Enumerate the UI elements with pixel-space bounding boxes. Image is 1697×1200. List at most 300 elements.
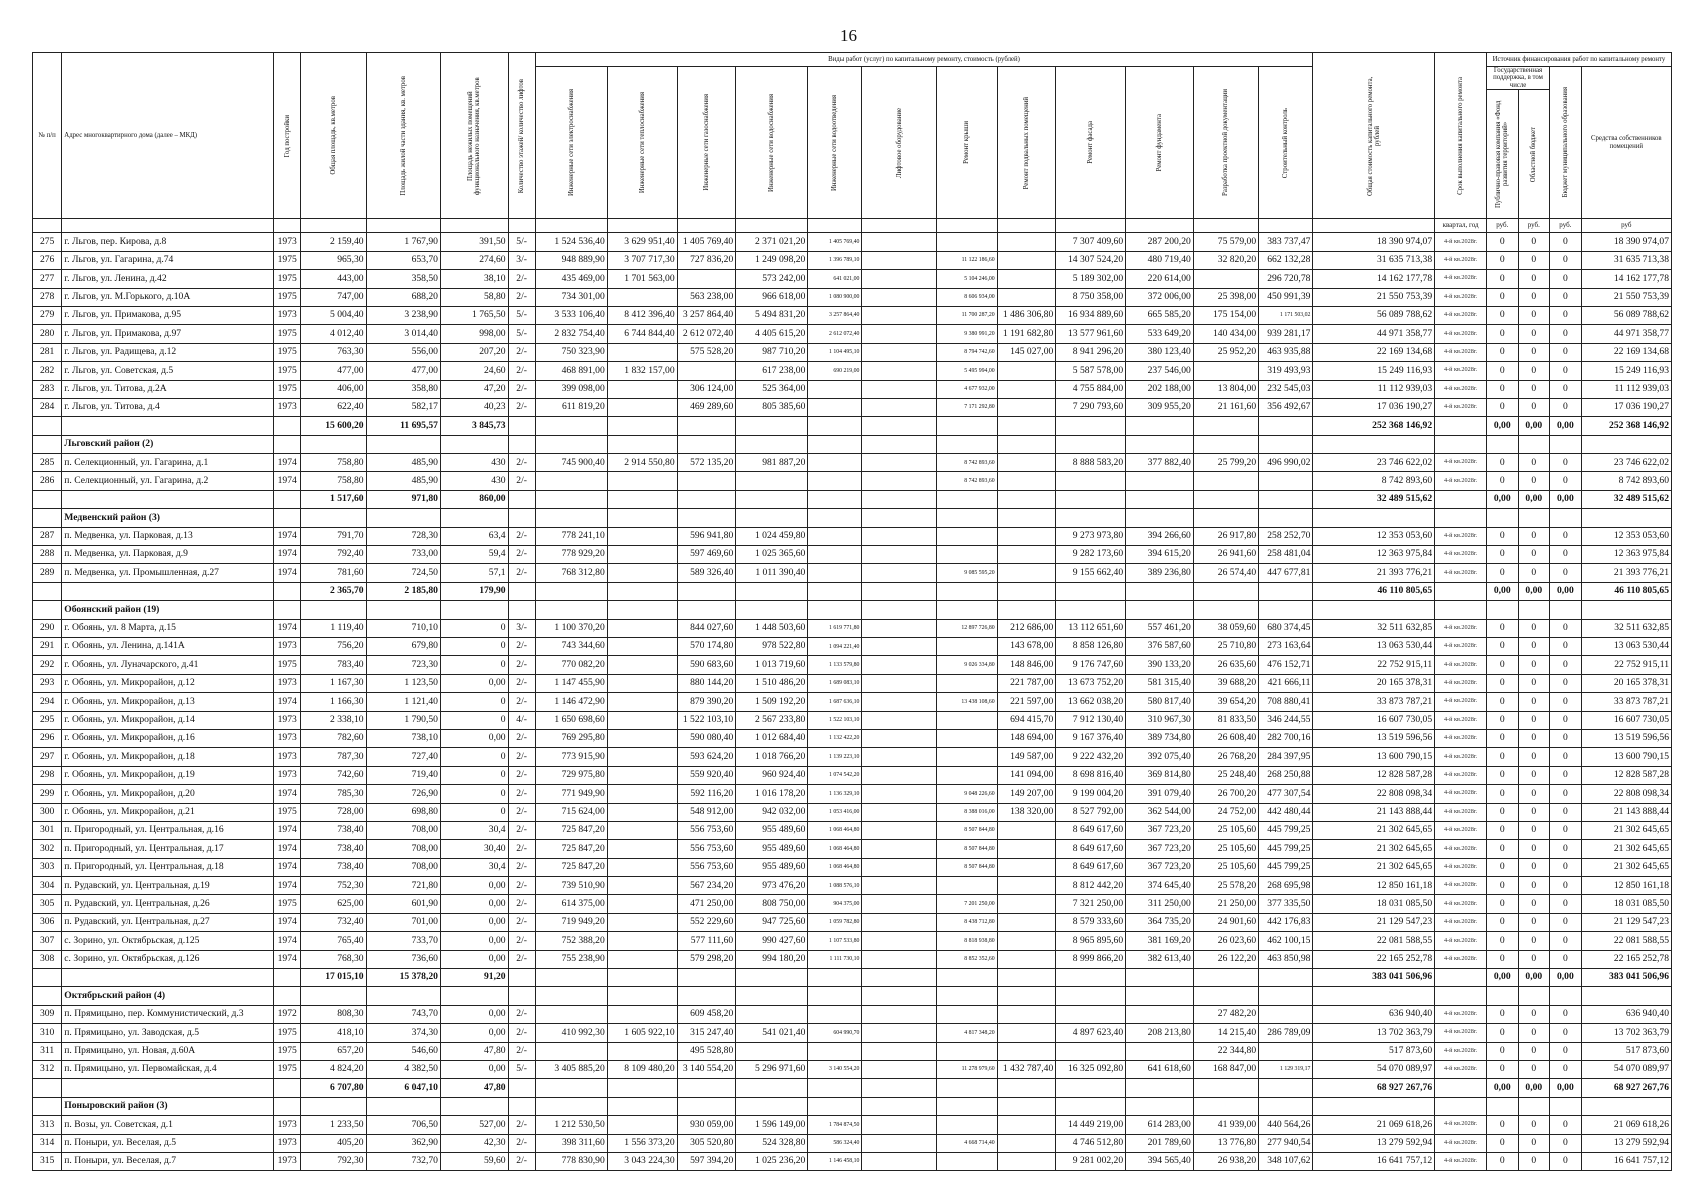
row-living-area: 719,40 — [366, 766, 440, 784]
row-total-cost: 54 070 089,97 — [1313, 1060, 1435, 1078]
row-regional: 0 — [1518, 398, 1550, 416]
empty-cell — [1550, 1097, 1582, 1115]
row-deadline: 4-й кв.2028г. — [1435, 1152, 1487, 1170]
empty-cell — [535, 969, 607, 987]
subtotal-fund: 0,00 — [1486, 969, 1518, 987]
row-work-cost — [997, 251, 1056, 269]
empty-cell — [936, 969, 997, 987]
row-work-cost: 9 273 973,80 — [1056, 527, 1126, 545]
row-living-area: 726,90 — [366, 785, 440, 803]
row-work-cost — [997, 1024, 1056, 1042]
table-row — [33, 343, 1672, 361]
row-work-cost — [997, 821, 1056, 839]
row-work-cost: 596 941,80 — [677, 527, 736, 545]
row-number: 309 — [33, 1005, 62, 1023]
row-work-cost — [936, 674, 997, 692]
row-work-cost: 8 606 934,00 — [936, 288, 997, 306]
row-work-cost — [862, 656, 936, 674]
row-regional: 0 — [1518, 729, 1550, 747]
row-owners: 15 249 116,93 — [1581, 362, 1671, 380]
row-total-area: 785,30 — [301, 785, 366, 803]
row-work-cost: 1 146 458,10 — [808, 1152, 862, 1170]
row-floors: 5/- — [508, 306, 535, 324]
row-regional: 0 — [1518, 233, 1550, 251]
row-nonliving-area: 42,30 — [440, 1134, 508, 1152]
row-regional: 0 — [1518, 858, 1550, 876]
row-deadline: 4-й кв.2028г. — [1435, 251, 1487, 269]
table-row — [33, 1134, 1672, 1152]
row-work-cost — [1259, 1042, 1313, 1060]
empty-cell — [1259, 601, 1313, 619]
row-living-area: 3 238,90 — [366, 306, 440, 324]
district-name: Медвенский район (3) — [62, 509, 274, 527]
row-work-cost: 1 059 782,80 — [808, 913, 862, 931]
row-regional: 0 — [1518, 306, 1550, 324]
row-floors: 2/- — [508, 840, 535, 858]
empty-cell — [1435, 987, 1487, 1005]
row-total-cost: 20 165 378,31 — [1313, 674, 1435, 692]
row-work-cost: 1 068 464,80 — [808, 840, 862, 858]
row-work-cost: 380 123,40 — [1126, 343, 1194, 361]
empty-cell — [508, 1097, 535, 1115]
row-work-cost — [607, 858, 677, 876]
empty-cell — [535, 509, 607, 527]
row-work-cost: 389 236,80 — [1126, 564, 1194, 582]
table-row — [33, 306, 1672, 324]
row-work-cost: 471 250,00 — [677, 895, 736, 913]
row-address: п. Прямицыно, ул. Первомайская, д.4 — [62, 1060, 274, 1078]
empty-cell — [1581, 987, 1671, 1005]
row-work-cost: 771 949,90 — [535, 785, 607, 803]
row-total-area: 756,20 — [301, 638, 366, 656]
subtotal-owners: 252 368 146,92 — [1581, 417, 1671, 435]
row-work-cost: 981 887,20 — [736, 454, 808, 472]
row-floors: 5/- — [508, 325, 535, 343]
row-work-cost: 773 915,90 — [535, 748, 607, 766]
row-deadline: 4-й кв.2028г. — [1435, 325, 1487, 343]
row-work-cost — [936, 1005, 997, 1023]
row-deadline: 4-й кв.2028г. — [1435, 932, 1487, 950]
row-total-cost: 13 519 596,56 — [1313, 729, 1435, 747]
row-work-cost: 592 116,20 — [677, 785, 736, 803]
empty-cell — [1581, 509, 1671, 527]
table-row — [33, 380, 1672, 398]
empty-cell — [607, 1079, 677, 1097]
row-total-cost: 22 169 134,68 — [1313, 343, 1435, 361]
subtotal-nonliving-area: 860,00 — [440, 490, 508, 508]
row-total-area: 405,20 — [301, 1134, 366, 1152]
row-nonliving-area: 430 — [440, 472, 508, 490]
empty-cell — [607, 509, 677, 527]
row-living-area: 4 382,50 — [366, 1060, 440, 1078]
row-work-cost: 212 686,00 — [997, 619, 1056, 637]
row-number: 296 — [33, 729, 62, 747]
row-work-cost — [997, 1042, 1056, 1060]
row-work-cost: 1 068 464,80 — [808, 821, 862, 839]
empty-cell — [677, 509, 736, 527]
row-work-cost: 445 799,25 — [1259, 840, 1313, 858]
row-owners: 22 081 588,55 — [1581, 932, 1671, 950]
row-work-cost: 4 668 714,40 — [936, 1134, 997, 1152]
subtotal-total-area: 15 600,20 — [301, 417, 366, 435]
empty-cell — [301, 987, 366, 1005]
row-regional: 0 — [1518, 1042, 1550, 1060]
empty-cell — [997, 987, 1056, 1005]
subtotal-municipal: 0,00 — [1550, 1079, 1582, 1097]
row-work-cost: 273 163,64 — [1259, 638, 1313, 656]
row-work-cost — [936, 233, 997, 251]
row-work-cost — [862, 233, 936, 251]
row-total-area: 728,00 — [301, 803, 366, 821]
col-total-area-header: Общая площадь, кв.метров — [329, 96, 337, 176]
row-year: 1974 — [274, 546, 301, 564]
row-number: 294 — [33, 693, 62, 711]
row-work-cost: 356 492,67 — [1259, 398, 1313, 416]
empty-cell — [862, 601, 936, 619]
row-year: 1974 — [274, 821, 301, 839]
row-floors: 2/- — [508, 877, 535, 895]
empty-cell — [62, 969, 274, 987]
col-municipal-header: Бюджет муниципального образования — [1561, 87, 1569, 198]
row-nonliving-area: 0,00 — [440, 895, 508, 913]
row-owners: 13 702 363,79 — [1581, 1024, 1671, 1042]
empty-cell — [1313, 509, 1435, 527]
row-work-cost: 463 850,98 — [1259, 950, 1313, 968]
col-work-header: Инженерные сети газоснабжения — [702, 94, 710, 191]
subtotal-nonliving-area: 47,80 — [440, 1079, 508, 1097]
row-work-cost — [862, 785, 936, 803]
row-fund: 0 — [1486, 270, 1518, 288]
table-row — [33, 619, 1672, 637]
row-total-cost: 12 828 587,28 — [1313, 766, 1435, 784]
row-work-cost: 26 700,20 — [1193, 785, 1258, 803]
row-floors: 2/- — [508, 270, 535, 288]
row-work-cost: 680 374,45 — [1259, 619, 1313, 637]
row-work-cost: 557 461,20 — [1126, 619, 1194, 637]
empty-cell — [736, 601, 808, 619]
row-work-cost: 9 155 662,40 — [1056, 564, 1126, 582]
row-deadline: 4-й кв.2028г. — [1435, 674, 1487, 692]
row-owners: 56 089 788,62 — [1581, 306, 1671, 324]
row-work-cost — [535, 1005, 607, 1023]
row-regional: 0 — [1518, 343, 1550, 361]
row-work-cost — [607, 932, 677, 950]
row-total-area: 791,70 — [301, 527, 366, 545]
empty-cell — [808, 582, 862, 600]
col-nonliving-area-header: Площадь нежилых помещений функционального назначения, кв.метров — [467, 76, 482, 195]
row-work-cost — [862, 821, 936, 839]
row-total-area: 732,40 — [301, 913, 366, 931]
row-year: 1973 — [274, 398, 301, 416]
row-work-cost: 3 405 885,20 — [535, 1060, 607, 1078]
capital-repair-table — [32, 52, 1672, 1171]
empty-cell — [366, 987, 440, 1005]
row-work-cost: 12 897 726,80 — [936, 619, 997, 637]
row-work-cost: 382 613,40 — [1126, 950, 1194, 968]
row-number: 277 — [33, 270, 62, 288]
row-work-cost — [1193, 270, 1258, 288]
row-work-cost: 26 608,40 — [1193, 729, 1258, 747]
row-fund: 0 — [1486, 1060, 1518, 1078]
row-work-cost: 26 768,20 — [1193, 748, 1258, 766]
row-fund: 0 — [1486, 362, 1518, 380]
row-nonliving-area: 30,4 — [440, 821, 508, 839]
row-work-cost — [997, 270, 1056, 288]
row-work-cost — [736, 1042, 808, 1060]
row-living-area: 727,40 — [366, 748, 440, 766]
empty-cell — [301, 1097, 366, 1115]
empty-cell — [274, 490, 301, 508]
row-number: 279 — [33, 306, 62, 324]
empty-cell — [1435, 582, 1487, 600]
row-total-area: 2 159,40 — [301, 233, 366, 251]
row-work-cost: 978 522,80 — [736, 638, 808, 656]
empty-cell — [33, 969, 62, 987]
row-work-cost — [1193, 472, 1258, 490]
row-total-area: 792,40 — [301, 546, 366, 564]
row-work-cost — [997, 932, 1056, 950]
row-year: 1974 — [274, 950, 301, 968]
row-address: г. Льгов, ул. Примакова, д.95 — [62, 306, 274, 324]
row-work-cost: 140 434,00 — [1193, 325, 1258, 343]
row-living-area: 358,50 — [366, 270, 440, 288]
row-work-cost — [607, 803, 677, 821]
row-work-cost: 9 048 226,60 — [936, 785, 997, 803]
row-work-cost: 8 818 938,80 — [936, 932, 997, 950]
empty-cell — [274, 435, 301, 453]
row-number: 283 — [33, 380, 62, 398]
row-work-cost: 556 753,60 — [677, 858, 736, 876]
row-municipal: 0 — [1550, 619, 1582, 637]
empty-cell — [1056, 987, 1126, 1005]
row-work-cost: 421 666,11 — [1259, 674, 1313, 692]
row-work-cost: 1 080 900,00 — [808, 288, 862, 306]
row-living-area: 374,30 — [366, 1024, 440, 1042]
row-total-cost: 12 363 975,84 — [1313, 546, 1435, 564]
row-work-cost: 377 882,40 — [1126, 454, 1194, 472]
row-fund: 0 — [1486, 288, 1518, 306]
row-regional: 0 — [1518, 362, 1550, 380]
row-work-cost: 391 079,40 — [1126, 785, 1194, 803]
col-work-header: Строительный контроль — [1282, 107, 1290, 178]
row-deadline: 4-й кв.2028г. — [1435, 546, 1487, 564]
row-work-cost: 399 098,00 — [535, 380, 607, 398]
row-work-cost: 1 111 730,10 — [808, 950, 862, 968]
row-work-cost: 805 385,60 — [736, 398, 808, 416]
row-work-cost: 3 707 717,30 — [607, 251, 677, 269]
table-row — [33, 858, 1672, 876]
row-work-cost: 463 935,88 — [1259, 343, 1313, 361]
row-living-area: 733,00 — [366, 546, 440, 564]
empty-cell — [936, 582, 997, 600]
row-work-cost: 8 812 442,20 — [1056, 877, 1126, 895]
row-work-cost: 1 011 390,40 — [736, 564, 808, 582]
row-owners: 13 519 596,56 — [1581, 729, 1671, 747]
row-work-cost — [936, 766, 997, 784]
row-work-cost — [936, 1116, 997, 1134]
row-owners: 12 353 053,60 — [1581, 527, 1671, 545]
row-work-cost: 25 799,20 — [1193, 454, 1258, 472]
row-work-cost — [808, 1005, 862, 1023]
row-work-cost: 1 146 472,90 — [535, 693, 607, 711]
row-work-cost — [808, 398, 862, 416]
row-deadline: 4-й кв.2028г. — [1435, 1042, 1487, 1060]
row-owners: 31 635 713,38 — [1581, 251, 1671, 269]
row-year: 1975 — [274, 803, 301, 821]
row-work-cost: 22 344,80 — [1193, 1042, 1258, 1060]
row-work-cost: 573 242,00 — [736, 270, 808, 288]
empty-cell — [997, 1079, 1056, 1097]
empty-cell — [1435, 417, 1487, 435]
row-address: г. Обоянь, ул. Микрорайон, д.21 — [62, 803, 274, 821]
empty-cell — [677, 435, 736, 453]
empty-cell — [535, 601, 607, 619]
row-total-area: 758,80 — [301, 454, 366, 472]
row-work-cost: 25 105,60 — [1193, 858, 1258, 876]
row-work-cost: 306 124,00 — [677, 380, 736, 398]
row-fund: 0 — [1486, 380, 1518, 398]
row-work-cost — [808, 454, 862, 472]
row-work-cost: 525 364,00 — [736, 380, 808, 398]
row-living-area: 721,80 — [366, 877, 440, 895]
row-work-cost — [862, 564, 936, 582]
subtotal-municipal: 0,00 — [1550, 417, 1582, 435]
row-floors: 2/- — [508, 527, 535, 545]
row-work-cost: 1 012 684,40 — [736, 729, 808, 747]
row-work-cost — [1126, 472, 1194, 490]
row-deadline: 4-й кв.2028г. — [1435, 858, 1487, 876]
row-work-cost: 1 605 922,10 — [607, 1024, 677, 1042]
row-work-cost: 694 415,70 — [997, 711, 1056, 729]
row-nonliving-area: 0,00 — [440, 1005, 508, 1023]
row-regional: 0 — [1518, 674, 1550, 692]
row-work-cost: 1 016 178,20 — [736, 785, 808, 803]
row-municipal: 0 — [1550, 1005, 1582, 1023]
empty-cell — [808, 490, 862, 508]
row-work-cost: 755 238,90 — [535, 950, 607, 968]
row-work-cost: 641 618,60 — [1126, 1060, 1194, 1078]
row-work-cost: 725 847,20 — [535, 821, 607, 839]
row-year: 1975 — [274, 895, 301, 913]
subtotal-total-cost: 383 041 506,96 — [1313, 969, 1435, 987]
row-address: г. Льгов, ул. Титова, д.2А — [62, 380, 274, 398]
row-work-cost: 597 394,20 — [677, 1152, 736, 1170]
district-header-row — [33, 601, 1672, 619]
row-municipal: 0 — [1550, 877, 1582, 895]
col-owners-header: Средства собственников помещений — [1581, 67, 1671, 219]
row-work-cost — [808, 1042, 862, 1060]
row-work-cost: 3 629 951,40 — [607, 233, 677, 251]
empty-cell — [808, 417, 862, 435]
row-total-area: 622,40 — [301, 398, 366, 416]
row-municipal: 0 — [1550, 1152, 1582, 1170]
row-work-cost — [808, 564, 862, 582]
row-number: 282 — [33, 362, 62, 380]
row-work-cost: 26 917,80 — [1193, 527, 1258, 545]
row-total-area: 1 119,40 — [301, 619, 366, 637]
row-address: г. Льгов, ул. М.Горького, д.10А — [62, 288, 274, 306]
row-floors: 2/- — [508, 803, 535, 821]
funding-group-header: Источник финансирования работ по капитальному ремонту — [1486, 53, 1671, 67]
row-address: г. Обоянь, ул. Микрорайон, д.20 — [62, 785, 274, 803]
empty-cell — [997, 601, 1056, 619]
row-municipal: 0 — [1550, 564, 1582, 582]
row-work-cost: 880 144,20 — [677, 674, 736, 692]
col-work-header: Ремонт фасада — [1087, 121, 1095, 165]
row-owners: 44 971 358,77 — [1581, 325, 1671, 343]
row-work-cost: 24 901,60 — [1193, 913, 1258, 931]
row-total-area: 768,30 — [301, 950, 366, 968]
empty-cell — [1193, 417, 1258, 435]
row-work-cost: 879 390,20 — [677, 693, 736, 711]
row-year: 1973 — [274, 1134, 301, 1152]
row-fund: 0 — [1486, 858, 1518, 876]
row-nonliving-area: 0 — [440, 803, 508, 821]
row-work-cost: 1 025 365,60 — [736, 546, 808, 564]
row-work-cost — [862, 619, 936, 637]
row-total-area: 763,30 — [301, 343, 366, 361]
row-work-cost: 9 199 004,20 — [1056, 785, 1126, 803]
row-work-cost: 348 107,62 — [1259, 1152, 1313, 1170]
row-year: 1974 — [274, 564, 301, 582]
row-work-cost: 739 510,90 — [535, 877, 607, 895]
row-deadline: 4-й кв.2028г. — [1435, 840, 1487, 858]
row-work-cost — [607, 877, 677, 895]
row-work-cost — [607, 656, 677, 674]
row-work-cost: 26 574,40 — [1193, 564, 1258, 582]
row-living-area: 546,60 — [366, 1042, 440, 1060]
row-deadline: 4-й кв.2028г. — [1435, 785, 1487, 803]
row-number: 292 — [33, 656, 62, 674]
row-address: г. Обоянь, ул. Микрорайон, д.12 — [62, 674, 274, 692]
row-living-area: 708,00 — [366, 840, 440, 858]
row-work-cost: 7 290 793,60 — [1056, 398, 1126, 416]
row-work-cost: 309 955,20 — [1126, 398, 1194, 416]
table-row — [33, 325, 1672, 343]
row-owners: 13 279 592,94 — [1581, 1134, 1671, 1152]
row-work-cost: 9 222 432,20 — [1056, 748, 1126, 766]
row-work-cost: 168 847,00 — [1193, 1060, 1258, 1078]
row-work-cost: 778 929,20 — [535, 546, 607, 564]
empty-cell — [1126, 601, 1194, 619]
row-work-cost — [862, 1152, 936, 1170]
row-work-cost: 8 742 893,60 — [936, 472, 997, 490]
row-number: 307 — [33, 932, 62, 950]
col-work-header: Инженерные сети водоснабжения — [768, 93, 776, 192]
row-work-cost: 9 176 747,60 — [1056, 656, 1126, 674]
row-work-cost: 310 967,30 — [1126, 711, 1194, 729]
row-owners: 17 036 190,27 — [1581, 398, 1671, 416]
row-number: 278 — [33, 288, 62, 306]
row-work-cost: 1 687 636,10 — [808, 693, 862, 711]
row-municipal: 0 — [1550, 362, 1582, 380]
row-work-cost: 440 564,26 — [1259, 1116, 1313, 1134]
row-year: 1974 — [274, 913, 301, 931]
row-work-cost: 16 325 092,80 — [1056, 1060, 1126, 1078]
row-work-cost — [997, 858, 1056, 876]
row-work-cost: 8 109 480,20 — [607, 1060, 677, 1078]
row-total-cost: 22 081 588,55 — [1313, 932, 1435, 950]
row-year: 1974 — [274, 858, 301, 876]
row-address: г. Обоянь, ул. Микрорайон, д.13 — [62, 693, 274, 711]
row-work-cost: 1 074 542,20 — [808, 766, 862, 784]
empty-cell — [1435, 435, 1487, 453]
empty-cell — [535, 987, 607, 1005]
row-regional: 0 — [1518, 656, 1550, 674]
row-work-cost — [607, 748, 677, 766]
row-address: п. Прямицыно, ул. Новая, д.60А — [62, 1042, 274, 1060]
row-work-cost — [736, 472, 808, 490]
